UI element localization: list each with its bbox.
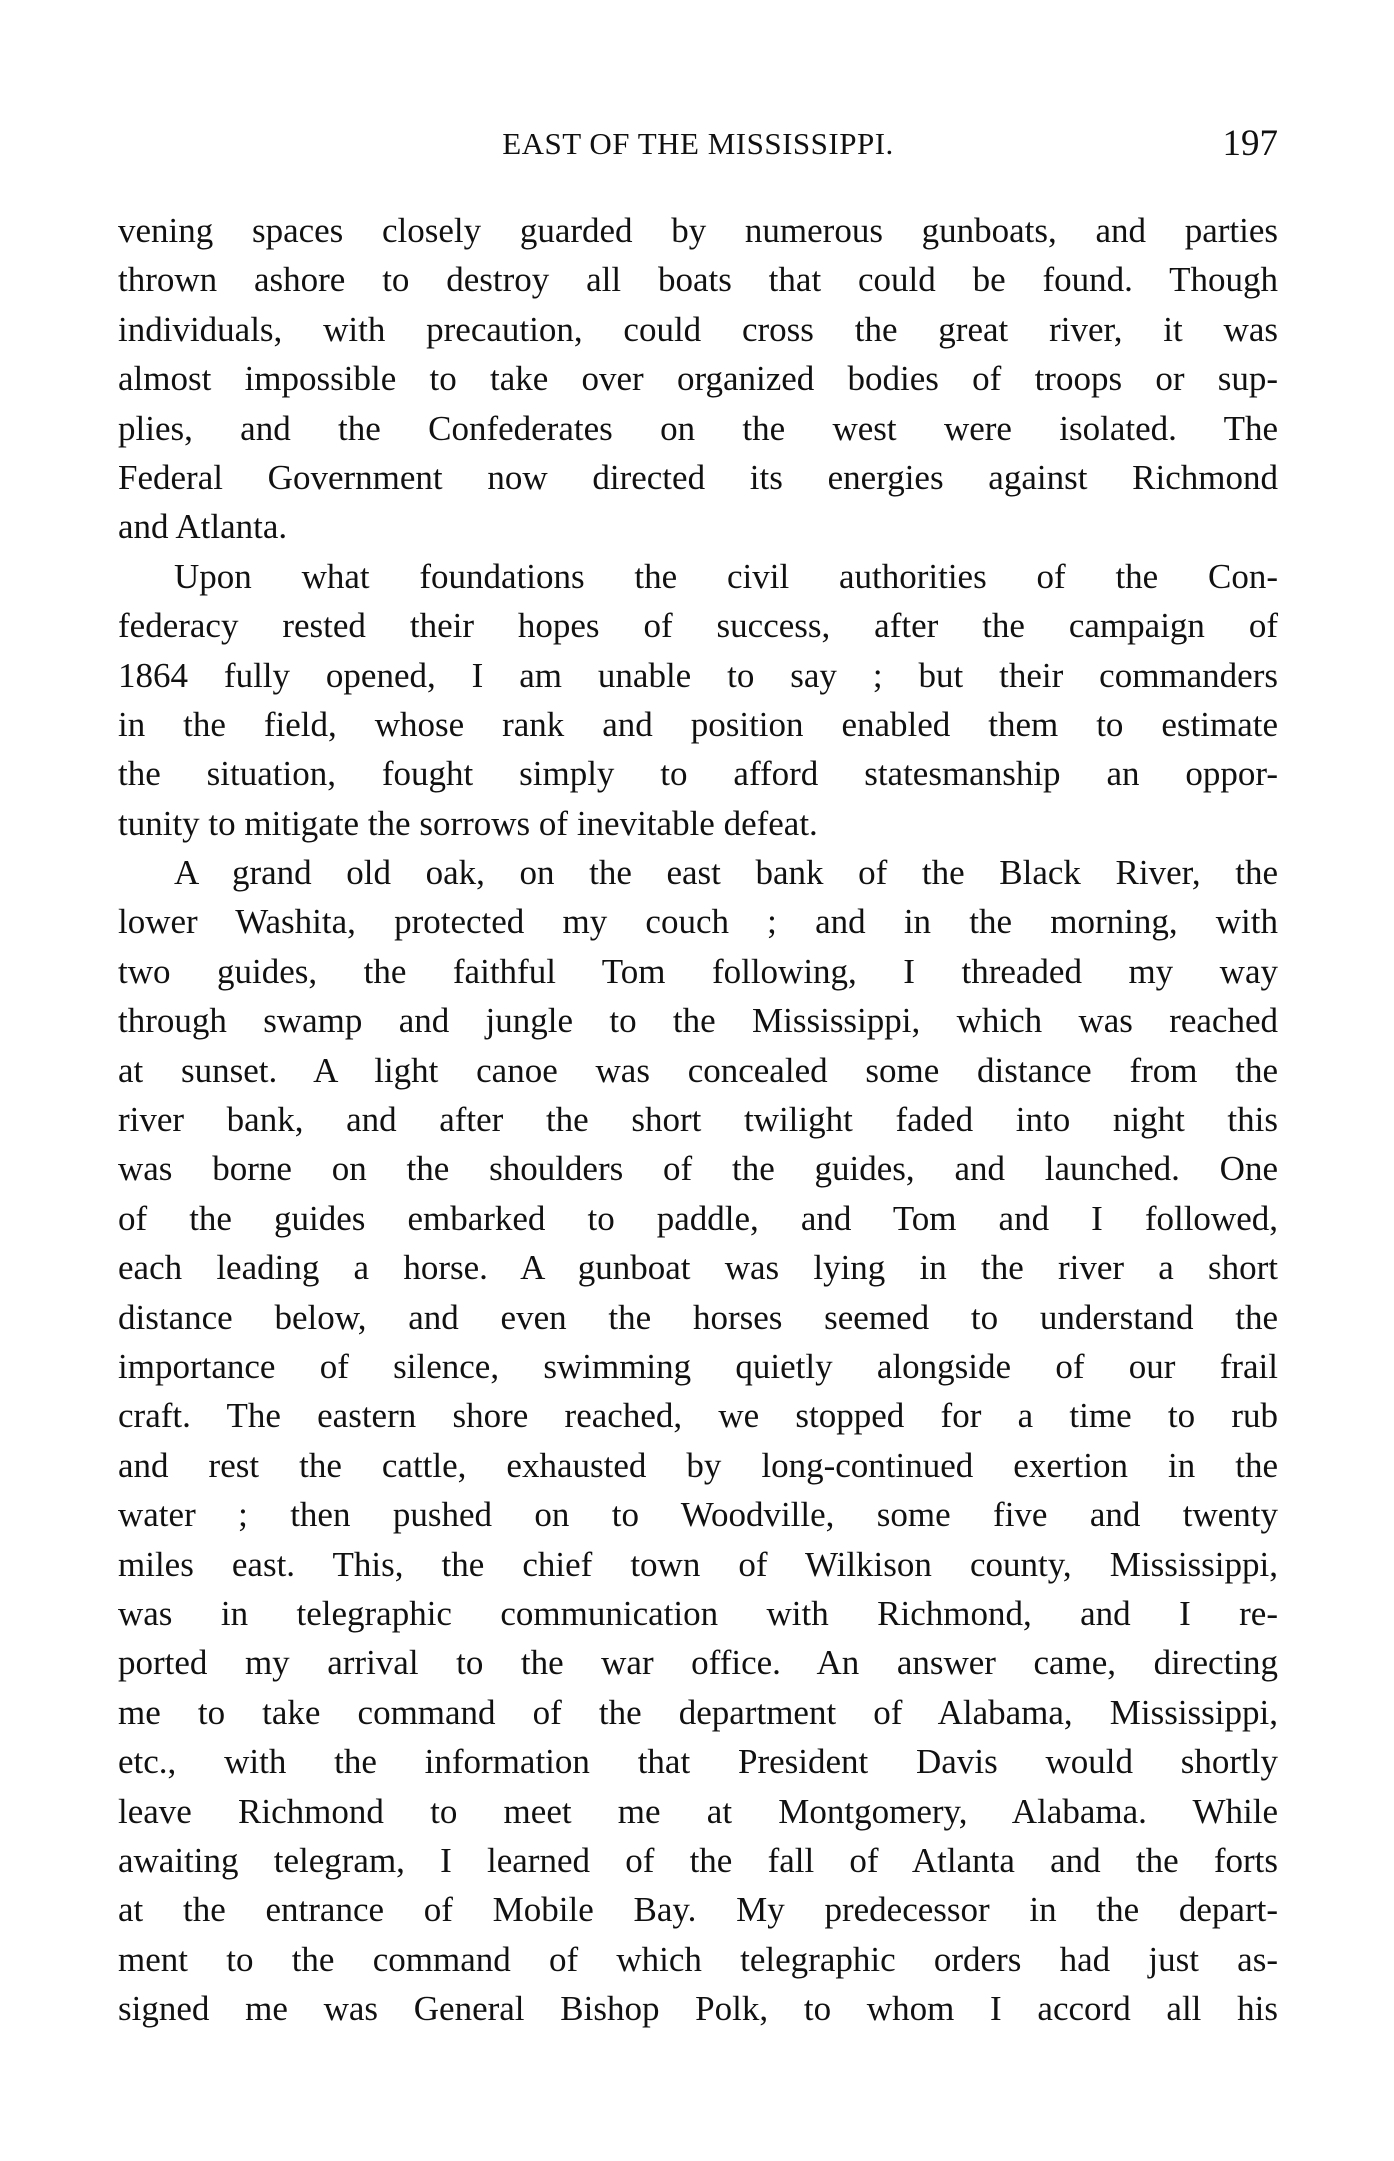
text-line: craft. The eastern shore reached, we stopped for a time to rub [118,1396,1278,1436]
text-line: tunity to mitigate the sorrows of inevitable defeat. [118,803,818,843]
text-line: etc., with the information that President Davis would shortly [118,1742,1278,1782]
page-number: 197 [1222,123,1278,164]
text-line: leave Richmond to meet me at Montgomery, Alabama. While [118,1791,1278,1831]
text-line: Upon what foundations the civil authorities of the Con- [174,556,1278,596]
text-line: importance of silence, swimming quietly alongside of our frail [118,1346,1278,1386]
text-line: and rest the cattle, exhausted by long-continued exertion in the [118,1445,1278,1485]
text-line: almost impossible to take over organized bodies of troops or sup- [118,359,1278,399]
text-line: Federal Government now directed its energies against Richmond [118,457,1278,497]
text-line: signed me was General Bishop Polk, to whom I accord all his [118,1989,1278,2029]
text-line: plies, and the Confederates on the west were isolated. The [118,408,1278,448]
text-line: was in telegraphic communication with Richmond, and I re- [118,1593,1278,1633]
text-line: was borne on the shoulders of the guides, and launched. One [118,1149,1278,1189]
text-line: A grand old oak, on the east bank of the Black River, the [174,853,1278,893]
text-line: at sunset. A light canoe was concealed some distance from the [118,1050,1278,1090]
text-line: and Atlanta. [118,507,288,547]
text-line: me to take command of the department of Alabama, Mississippi, [118,1692,1278,1732]
text-line: 1864 fully opened, I am unable to say ; but their commanders [118,655,1278,695]
text-line: distance below, and even the horses seemed to understand the [118,1297,1278,1337]
text-line: vening spaces closely guarded by numerous gunboats, and parties [118,211,1278,250]
text-line: through swamp and jungle to the Mississippi, which was reached [118,1001,1278,1041]
text-line: of the guides embarked to paddle, and Tom and I followed, [118,1198,1278,1238]
text-line: awaiting telegram, I learned of the fall of Atlanta and the forts [118,1840,1278,1880]
text-line: the situation, fought simply to afford statesmanship an oppor- [118,754,1278,794]
text-line: in the field, whose rank and position enabled them to estimate [118,704,1278,744]
text-line: ported my arrival to the war office. An answer came, directing [118,1643,1278,1683]
text-line: at the entrance of Mobile Bay. My predecessor in the depart- [118,1890,1278,1930]
text-line: individuals, with precaution, could cross the great river, it was [118,309,1278,349]
text-line: thrown ashore to destroy all boats that could be found. Though [118,260,1278,300]
text-line: federacy rested their hopes of success, after the campaign of [118,606,1278,646]
text-line: ment to the command of which telegraphic orders had just as- [118,1939,1278,1979]
text-line: two guides, the faithful Tom following, I threaded my way [118,951,1278,991]
text-line: river bank, and after the short twilight faded into night this [118,1100,1278,1140]
body-text [118,206,1278,2033]
running-head [118,122,1278,170]
text-line: water ; then pushed on to Woodville, some five and twenty [118,1495,1278,1535]
running-title: EAST OF THE MISSISSIPPI. [502,126,894,161]
text-line: lower Washita, protected my couch ; and in the morning, with [118,902,1278,942]
text-line: miles east. This, the chief town of Wilkison county, Mississippi, [118,1544,1278,1584]
text-line: each leading a horse. A gunboat was lying in the river a short [118,1248,1278,1288]
